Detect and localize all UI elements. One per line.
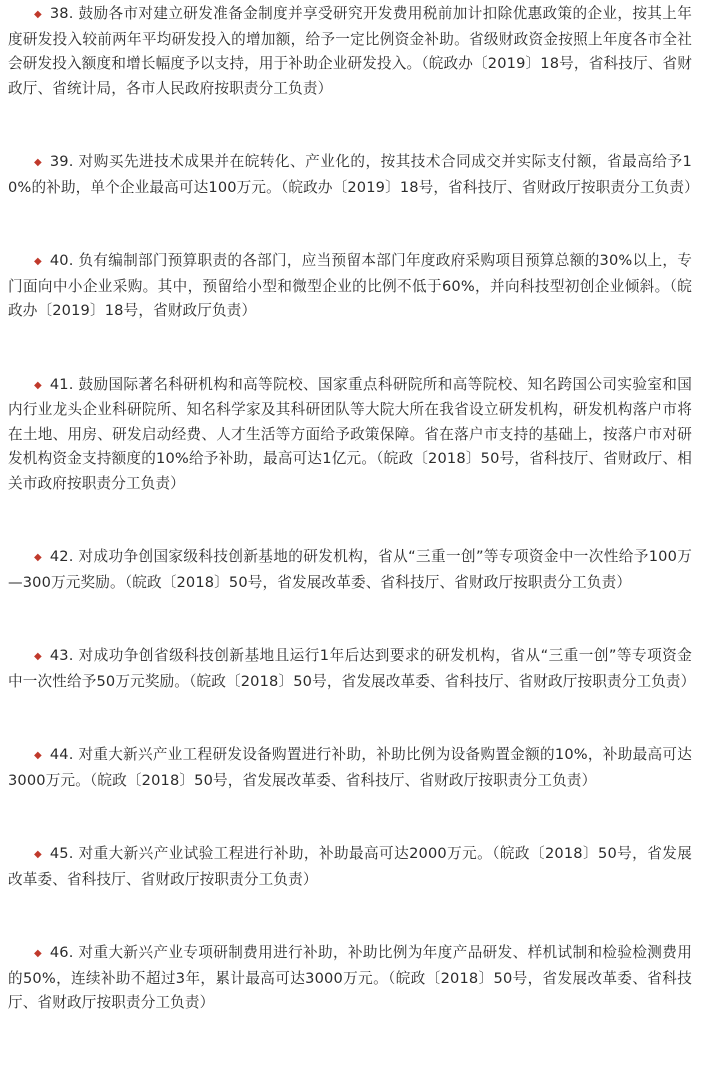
diamond-bullet-icon: ◆ [34,379,42,391]
diamond-bullet-icon: ◆ [34,256,42,267]
policy-item-41 [8,373,692,497]
policy-item-43 [8,644,696,694]
diamond-bullet-icon: ◆ [34,750,42,761]
item-number: 38. [49,5,74,22]
item-text: 对成功争创省级科技创新基地且运行1年后达到要求的研发机构，省从“三重一创”等专项资金中一次性给予50万元奖励。（皖政〔2018〕50号，省发展改革委、省科技厅、省财政厅按职责分工负责） [8,647,696,690]
diamond-bullet-icon: ◆ [34,948,42,959]
item-number: 46. [49,944,74,961]
diamond-bullet-icon: ◆ [34,849,42,860]
policy-item-46 [8,941,692,1016]
policy-item-42 [8,545,692,595]
item-number: 39. [49,153,74,170]
item-text: 对重大新兴产业工程研发设备购置进行补助，补助比例为设备购置金额的10%，补助最高可达3000万元。（皖政〔2018〕50号，省发展改革委、省科技厅、省财政厅按职责分工负责） [8,746,692,789]
item-number: 40. [49,252,74,269]
item-number: 42. [49,548,74,565]
policy-item-39 [8,150,699,200]
diamond-bullet-icon: ◆ [34,9,42,20]
item-number: 43. [49,647,74,664]
diamond-bullet-icon: ◆ [34,651,42,662]
item-text: 负有编制部门预算职责的各部门，应当预留本部门年度政府采购项目预算总额的30%以上，专门面向中小企业采购。其中，预留给小型和微型企业的比例不低于60%，并向科技型初创企业倾斜。（皖政办〔2019〕18号，省财政厅负责） [8,252,692,319]
policy-item-40 [8,249,692,324]
item-text: 对重大新兴产业试验工程进行补助，补助最高可达2000万元。（皖政〔2018〕50号，省发展改革委、省科技厅、省财政厅按职责分工负责） [8,845,692,888]
policy-item-45 [8,842,692,892]
diamond-bullet-icon: ◆ [34,552,42,563]
item-number: 41. [49,375,74,393]
policy-item-44 [8,743,692,793]
item-text: 对购买先进技术成果并在皖转化、产业化的，按其技术合同成交并实际支付额，省最高给予10%的补助，单个企业最高可达100万元。（皖政办〔2019〕18号，省科技厅、省财政厅按职责分工负责） [8,153,699,196]
diamond-bullet-icon: ◆ [34,157,42,168]
item-text: 鼓励各市对建立研发准备金制度并享受研究开发费用税前加计扣除优惠政策的企业，按其上年度研发投入较前两年平均研发投入的增加额，给予一定比例资金补助。省级财政资金按照上年度各市全社会研发投入额度和增长幅度予以支持，用于补助企业研发投入。（皖政办〔2019〕18号，省科技厅、省财政厅、省统计局，各市人民政府按职责分工负责） [8,5,692,97]
item-number: 45. [49,845,74,862]
item-text: 对重大新兴产业专项研制费用进行补助，补助比例为年度产品研发、样机试制和检验检测费用的50%，连续补助不超过3年，累计最高可达3000万元。（皖政〔2018〕50号，省发展改革委、省科技厅、省财政厅按职责分工负责） [8,944,692,1011]
policy-document [8,0,699,1065]
item-text: 鼓励国际著名科研机构和高等院校、国家重点科研院所和高等院校、知名跨国公司实验室和国内行业龙头企业科研院所、知名科学家及其科研团队等大院大所在我省设立研发机构，研发机构落户市将在土地、用房、研发启动经费、人才生活等方面给予政策保障。省在落户市支持的基础上，按落户市对研发机构资金支持额度的10%给予补助，最高可达1亿元。（皖政〔2018〕50号，省科技厅、省财政厅、相关市政府按职责分工负责） [8,375,692,492]
item-text: 对成功争创国家级科技创新基地的研发机构，省从“三重一创”等专项资金中一次性给予100万—300万元奖励。（皖政〔2018〕50号，省发展改革委、省科技厅、省财政厅按职责分工负责） [8,548,692,591]
policy-item-38 [8,2,692,101]
item-number: 44. [49,746,74,763]
